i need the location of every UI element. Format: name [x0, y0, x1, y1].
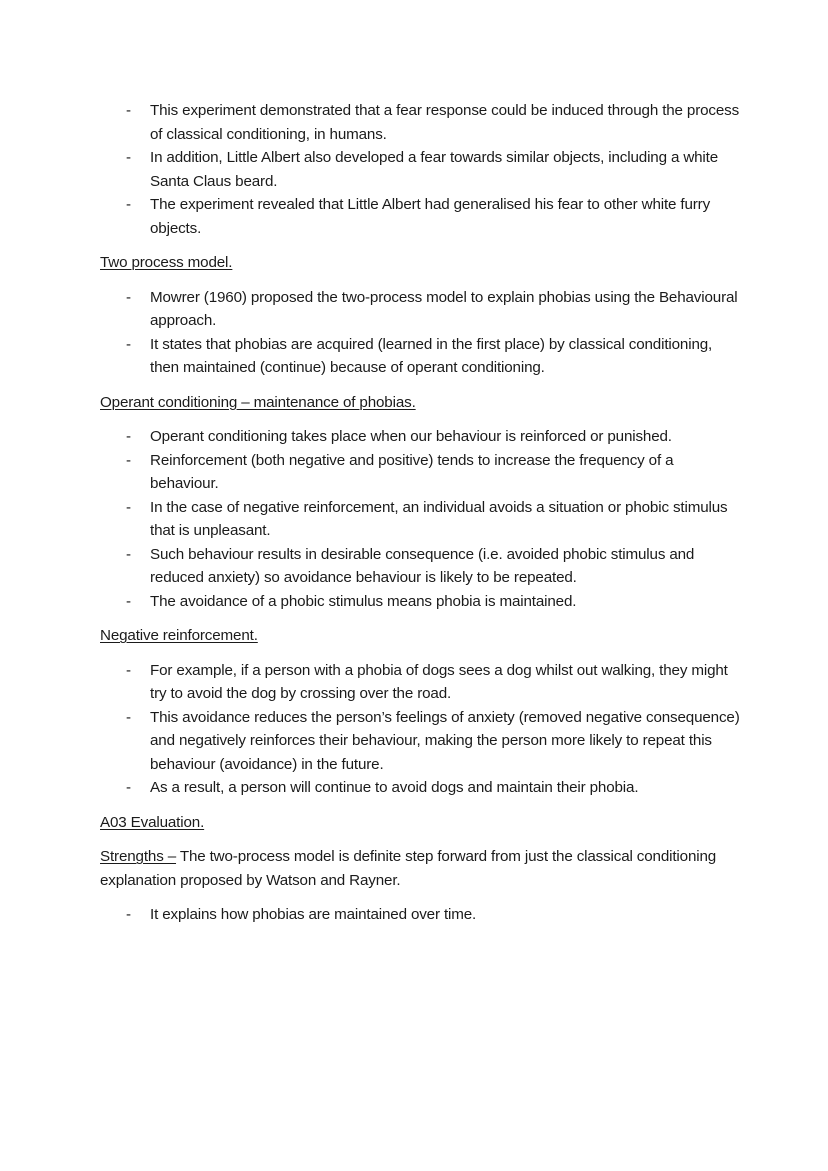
dash-bullet-icon: -: [126, 906, 131, 923]
strengths-paragraph: [100, 845, 740, 892]
document-body: [100, 99, 740, 927]
list-item-text: This avoidance reduces the person’s feelings of anxiety (removed negative consequence) and negatively reinforces their behaviour, making the person more likely to repeat this behaviour (avoidance) in the future.: [150, 708, 740, 773]
list-item-text: The experiment revealed that Little Albert had generalised his fear to other white furry objects.: [150, 196, 711, 237]
list-item-text: As a result, a person will continue to avoid dogs and maintain their phobia.: [150, 779, 639, 796]
list-item: [100, 99, 740, 146]
list-item: [100, 146, 740, 193]
dash-bullet-icon: -: [126, 288, 131, 306]
list-item: [100, 659, 740, 706]
list-item-text: It explains how phobias are maintained over time.: [150, 906, 477, 923]
dash-bullet-icon: -: [126, 451, 131, 469]
list-item: [100, 333, 740, 380]
section-heading-operant-conditioning: [100, 391, 740, 415]
list-item: [100, 590, 740, 614]
list-item: [100, 286, 740, 333]
two-process-bullet-list: [100, 286, 740, 380]
list-item-text: This experiment demonstrated that a fear response could be induced through the process of classical conditioning, in humans.: [150, 102, 740, 143]
section-heading-a03-evaluation: [100, 811, 740, 835]
dash-bullet-icon: -: [126, 498, 131, 516]
section-heading-negative-reinforcement: [100, 624, 740, 648]
list-item: [100, 496, 740, 543]
strengths-bullet-list: [100, 903, 740, 927]
dash-bullet-icon: -: [126, 661, 131, 679]
list-item-text: For example, if a person with a phobia of dogs sees a dog whilst out walking, they might try to avoid the dog by crossing over the road.: [150, 661, 728, 702]
operant-conditioning-bullet-list: [100, 425, 740, 613]
list-item: [100, 903, 740, 927]
dash-bullet-icon: -: [126, 149, 131, 166]
negative-reinforcement-bullet-list: [100, 659, 740, 800]
dash-bullet-icon: -: [126, 779, 131, 796]
heading-text: A03 Evaluation.: [100, 813, 205, 831]
strengths-text: The two-process model is definite step forward from just the classical conditioning explanation proposed by Watson and Rayner.: [100, 848, 717, 889]
list-item: [100, 425, 740, 449]
section-heading-two-process-model: [100, 251, 740, 275]
dash-bullet-icon: -: [126, 196, 131, 213]
dash-bullet-icon: -: [126, 708, 131, 726]
list-item: [100, 776, 740, 800]
list-item-text: It states that phobias are acquired (learned in the first place) by classical conditioning, then maintained (continue) because of operant conditioning.: [150, 335, 713, 376]
list-item-text: Such behaviour results in desirable consequence (i.e. avoided phobic stimulus and reduced anxiety) so avoidance behaviour is likely to be repeated.: [150, 545, 695, 586]
dash-bullet-icon: -: [126, 335, 131, 353]
list-item: [100, 449, 740, 496]
heading-text: Operant conditioning – maintenance of phobias.: [100, 393, 416, 411]
dash-bullet-icon: -: [126, 428, 131, 445]
list-item: [100, 706, 740, 777]
list-item-text: Reinforcement (both negative and positive) tends to increase the frequency of a behaviour.: [150, 451, 674, 492]
list-item: [100, 193, 740, 240]
dash-bullet-icon: -: [126, 545, 131, 563]
list-item: [100, 543, 740, 590]
list-item-text: In addition, Little Albert also developed a fear towards similar objects, including a white Santa Claus beard.: [150, 149, 719, 190]
dash-bullet-icon: -: [126, 102, 131, 119]
dash-bullet-icon: -: [126, 592, 131, 610]
list-item-text: In the case of negative reinforcement, an individual avoids a situation or phobic stimulus that is unpleasant.: [150, 498, 728, 539]
heading-text: Negative reinforcement.: [100, 627, 258, 644]
intro-bullet-list: [100, 99, 740, 240]
list-item-text: The avoidance of a phobic stimulus means phobia is maintained.: [150, 592, 577, 610]
list-item-text: Mowrer (1960) proposed the two-process model to explain phobias using the Behavioural approach.: [150, 288, 738, 329]
list-item-text: Operant conditioning takes place when our behaviour is reinforced or punished.: [150, 428, 672, 445]
strengths-label: Strengths –: [100, 848, 177, 865]
heading-text: Two process model.: [100, 254, 233, 271]
